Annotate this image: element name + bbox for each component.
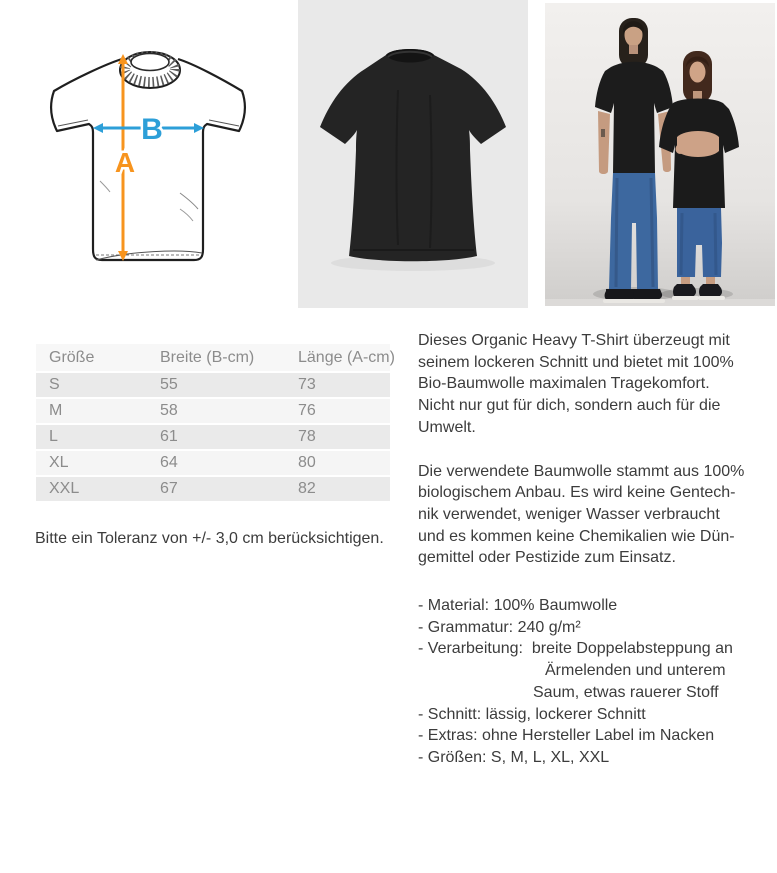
spec-verarbeitung-cont: Ärmelenden und unterem	[545, 662, 726, 680]
spec-groessen: - Größen: S, M, L, XL, XXL	[418, 748, 610, 766]
cell-width: 58	[160, 402, 178, 419]
text-line: seinem lockeren Schnitt und bietet mit 100%	[418, 353, 734, 371]
text-line: biologischem Anbau. Es wird keine Gentech-	[418, 484, 736, 502]
cell-length: 78	[298, 428, 316, 445]
table-row-m	[36, 399, 390, 425]
tolerance-note: Bitte ein Toleranz von +/- 3,0 cm berücksichtigen.	[35, 530, 384, 547]
text-line: gemittel oder Pestizide zum Einsatz.	[418, 549, 676, 567]
spec-extras: - Extras: ohne Hersteller Label im Nacken	[418, 727, 715, 745]
models-photo	[545, 3, 775, 306]
text-line: Nicht nur gut für dich, sondern auch für die	[418, 397, 721, 415]
black-tshirt-photo-icon	[298, 0, 528, 308]
description-paragraph-2	[418, 461, 774, 570]
length-label-a: A	[114, 147, 136, 178]
text-line: Die verwendete Baumwolle stammt aus 100%	[418, 462, 745, 480]
spec-schnitt: - Schnitt: lässig, lockerer Schnitt	[418, 705, 646, 723]
product-photo	[298, 0, 528, 308]
cell-size: S	[49, 376, 60, 393]
size-diagram-image	[30, 33, 270, 278]
table-row-s	[36, 373, 390, 399]
cell-size: XXL	[49, 480, 80, 497]
text-line: nik verwendet, weniger Wasser verbraucht	[418, 505, 720, 523]
cell-length: 80	[298, 454, 316, 471]
models-photo-icon	[545, 3, 775, 306]
product-description	[418, 330, 774, 769]
cell-size: L	[49, 428, 58, 445]
tshirt-sketch-icon	[30, 33, 270, 278]
spec-verarbeitung: - Verarbeitung: breite Doppelabsteppung an	[418, 640, 733, 658]
cell-size: M	[49, 402, 63, 419]
column-header-breite: Breite (B-cm)	[160, 348, 255, 366]
table-row-l	[36, 425, 390, 451]
text-line: Dieses Organic Heavy T-Shirt überzeugt mit	[418, 332, 730, 349]
table-row-xxl	[36, 477, 390, 503]
cell-length: 73	[298, 376, 316, 393]
cell-width: 67	[160, 480, 178, 497]
spec-material: - Material: 100% Baumwolle	[418, 597, 618, 615]
column-header-groesse: Größe	[49, 348, 95, 366]
cell-width: 61	[160, 428, 178, 445]
size-table	[36, 344, 395, 503]
size-table-header-row	[36, 344, 395, 373]
cell-width: 64	[160, 454, 178, 471]
text-line: Bio-Baumwolle maximalen Tragekomfort.	[418, 375, 710, 393]
cell-length: 82	[298, 480, 316, 497]
cell-length: 76	[298, 402, 316, 419]
width-label-b: B	[141, 113, 163, 146]
column-header-laenge: Länge (A-cm)	[298, 348, 395, 366]
text-line: Umwelt.	[418, 418, 476, 436]
cell-size: XL	[49, 454, 69, 471]
table-row-xl	[36, 451, 390, 477]
cell-width: 55	[160, 376, 178, 393]
spec-list	[418, 595, 774, 769]
text-line: und es kommen keine Chemikalien wie Dün-	[418, 527, 735, 545]
spec-grammatur: - Grammatur: 240 g/m²	[418, 618, 581, 636]
spec-verarbeitung-cont: Saum, etwas rauerer Stoff	[533, 683, 719, 701]
description-paragraph-1	[418, 330, 774, 439]
